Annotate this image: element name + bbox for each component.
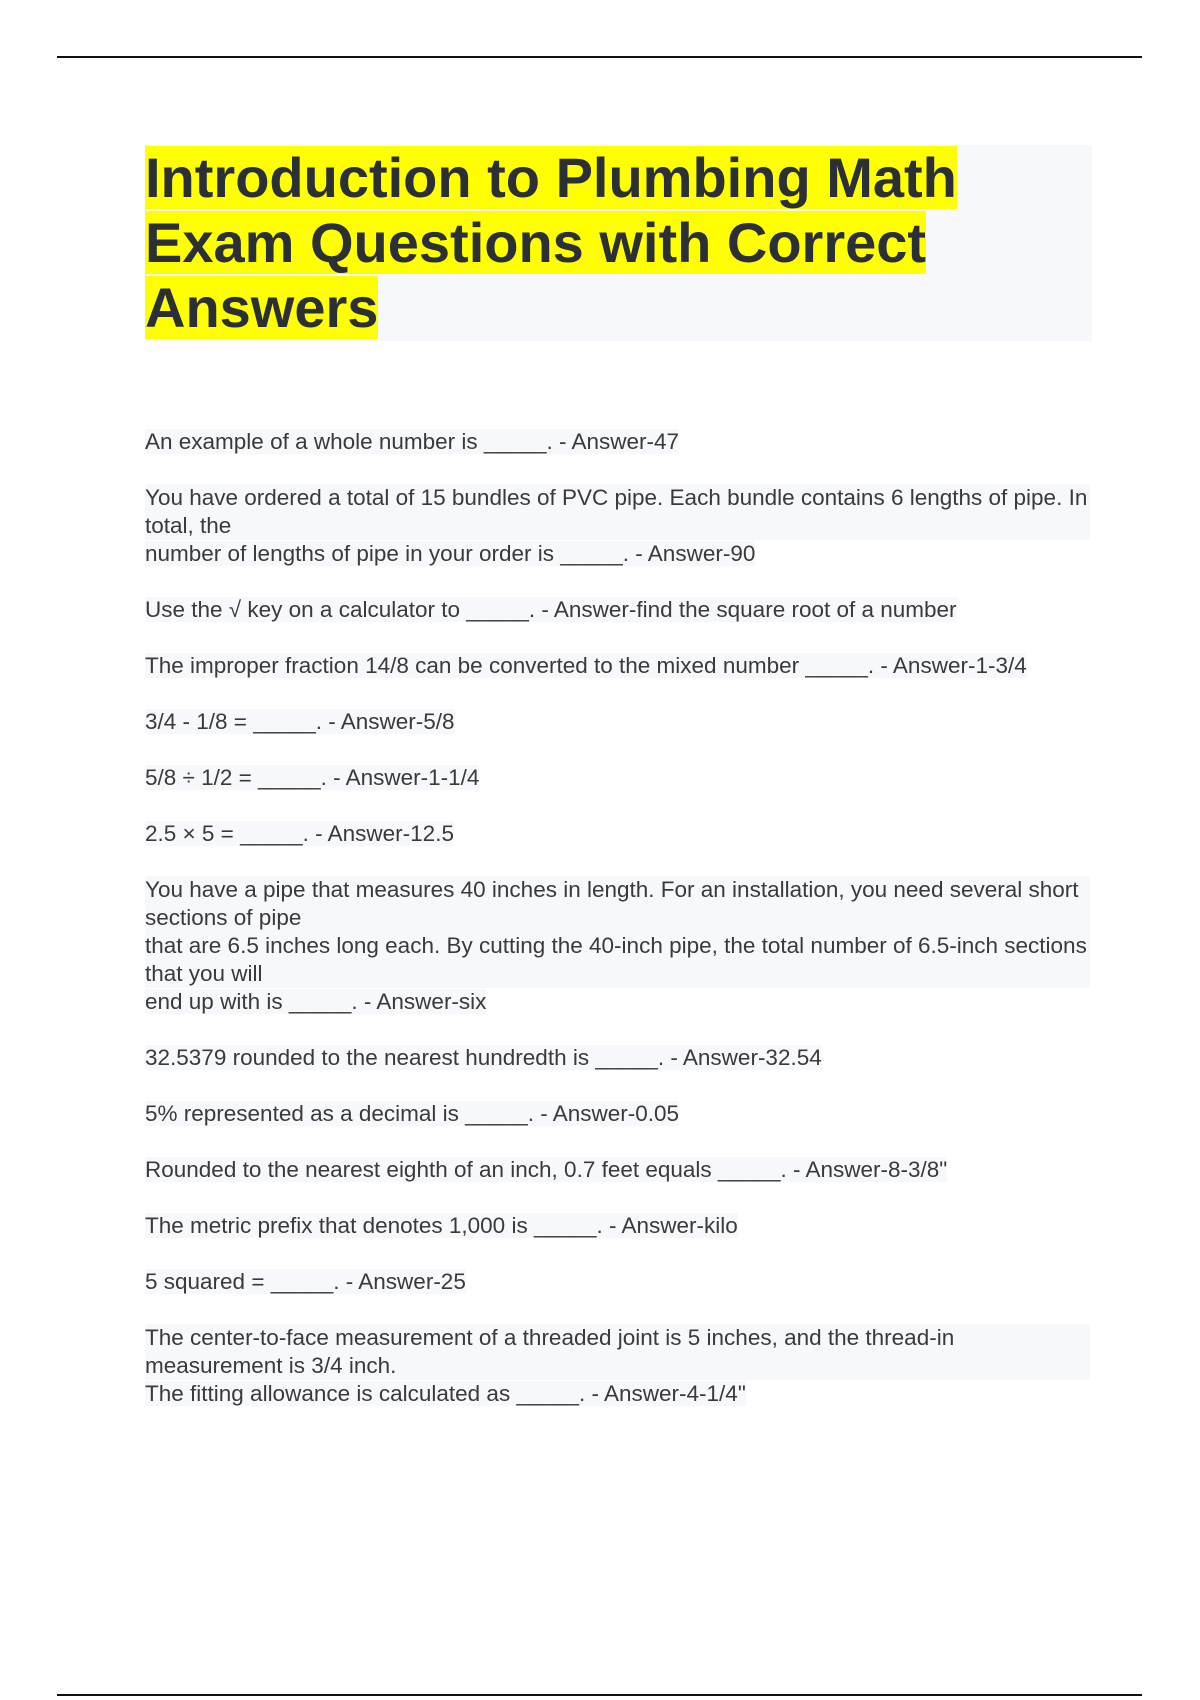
qa-item-11 (145, 1156, 1090, 1184)
qa-line: Rounded to the nearest eighth of an inch, 0.7 feet equals _____. - Answer-8-3/8" (145, 1157, 948, 1182)
qa-item-1 (145, 428, 1090, 456)
qa-item-2 (145, 484, 1090, 568)
qa-line: You have ordered a total of 15 bundles of PVC pipe. Each bundle contains 6 lengths of pipe. In total, the (145, 484, 1090, 540)
qa-line: The fitting allowance is calculated as _____. - Answer-4-1/4" (145, 1381, 746, 1406)
title-highlight (145, 146, 957, 339)
qa-item-4 (145, 652, 1090, 680)
qa-item-5 (145, 708, 1090, 736)
qa-line: You have a pipe that measures 40 inches in length. For an installation, you need several short sections of pipe (145, 876, 1090, 932)
qa-line: 2.5 × 5 = _____. - Answer-12.5 (145, 821, 454, 846)
qa-line: 5 squared = _____. - Answer-25 (145, 1269, 466, 1294)
title-line-2: Exam Questions with Correct (145, 211, 927, 274)
title-line-1: Introduction to Plumbing Math (145, 146, 957, 209)
title-line-3: Answers (145, 276, 379, 339)
qa-line: end up with is _____. - Answer-six (145, 989, 487, 1014)
qa-item-3 (145, 596, 1090, 624)
qa-item-14 (145, 1324, 1090, 1408)
qa-item-10 (145, 1100, 1090, 1128)
qa-line: 3/4 - 1/8 = _____. - Answer-5/8 (145, 709, 455, 734)
qa-line: 32.5379 rounded to the nearest hundredth is _____. - Answer-32.54 (145, 1045, 822, 1070)
qa-item-9 (145, 1044, 1090, 1072)
qa-line: 5/8 ÷ 1/2 = _____. - Answer-1-1/4 (145, 765, 480, 790)
qa-item-6 (145, 764, 1090, 792)
qa-line: 5% represented as a decimal is _____. - Answer-0.05 (145, 1101, 680, 1126)
qa-line: An example of a whole number is _____. - Answer-47 (145, 429, 680, 454)
qa-line: The improper fraction 14/8 can be converted to the mixed number _____. - Answer-1-3/4 (145, 653, 1027, 678)
qa-item-7 (145, 820, 1090, 848)
qa-item-13 (145, 1268, 1090, 1296)
question-answer-list (145, 428, 1090, 1436)
qa-line: that are 6.5 inches long each. By cutting the 40-inch pipe, the total number of 6.5-inch sections that you will (145, 932, 1090, 988)
qa-line: Use the √ key on a calculator to _____. - Answer-find the square root of a number (145, 597, 957, 622)
top-rule (57, 56, 1142, 58)
title-block (145, 145, 1092, 341)
bottom-rule (57, 1694, 1142, 1696)
qa-line: The center-to-face measurement of a threaded joint is 5 inches, and the thread-in measurement is 3/4 inch. (145, 1324, 1090, 1380)
qa-item-8 (145, 876, 1090, 1016)
document-title (145, 145, 975, 340)
qa-item-12 (145, 1212, 1090, 1240)
qa-line: number of lengths of pipe in your order is _____. - Answer-90 (145, 541, 756, 566)
qa-line: The metric prefix that denotes 1,000 is _____. - Answer-kilo (145, 1213, 738, 1238)
